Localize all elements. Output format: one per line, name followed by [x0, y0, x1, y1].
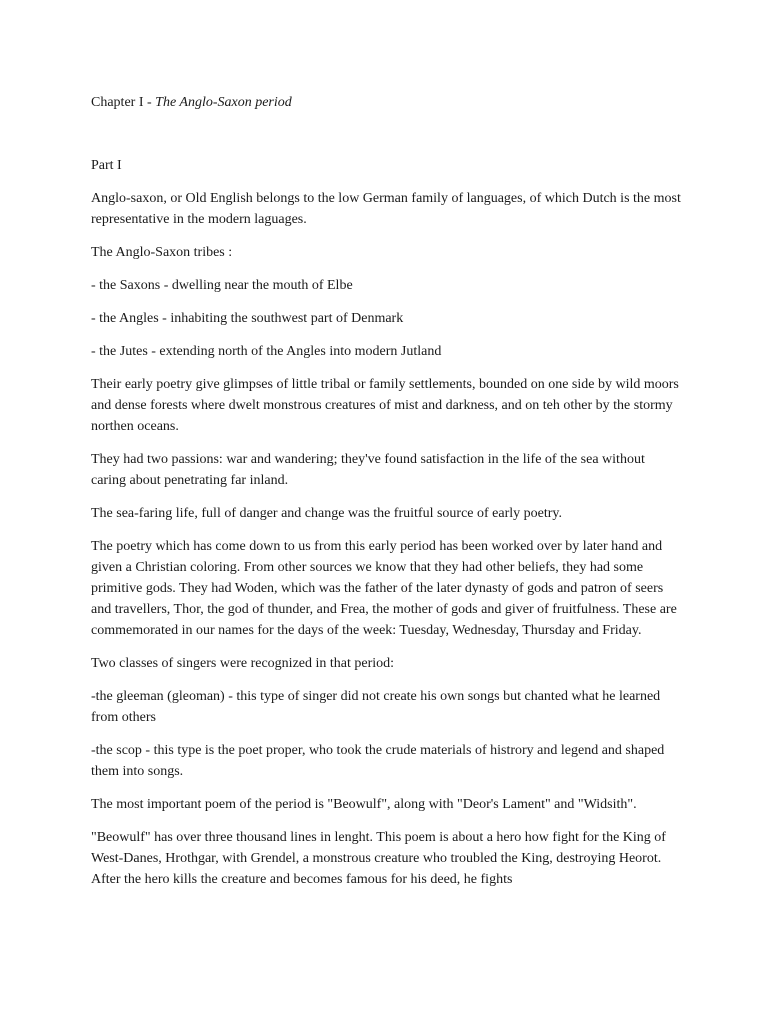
paragraph-tribe-angles: - the Angles - inhabiting the southwest part of Denmark: [91, 311, 404, 326]
paragraph-early-poetry: Their early poetry give glimpses of little tribal or family settlements, bounded on one side by wild moors and dense forests where dwelt monstrous creatures of mist and darkness, and on teh other by the stormy northen oceans.: [91, 377, 679, 434]
part-heading: Part I: [91, 158, 122, 173]
paragraph-sea-faring: The sea-faring life, full of danger and change was the fruitful source of early poetry.: [91, 506, 563, 521]
paragraph-gleeman: -the gleeman (gleoman) - this type of singer did not create his own songs but chanted what he learned from others: [91, 689, 661, 725]
paragraph-beowulf: "Beowulf" has over three thousand lines in lenght. This poem is about a hero how fight for the King of West-Danes, Hrothgar, with Grendel, a monstrous creature who troubled the King, destroying Heorot. After the hero kills the creature and becomes famous for his deed, he fights: [91, 830, 666, 887]
chapter-heading: [91, 92, 681, 113]
chapter-prefix: Chapter I -: [91, 95, 156, 110]
paragraph-tribe-jutes: - the Jutes - extending north of the Angles into modern Jutland: [91, 344, 442, 359]
paragraph-intro: Anglo-saxon, or Old English belongs to the low German family of languages, of which Dutch is the most representative in the modern laguages.: [91, 191, 681, 227]
chapter-title: The Anglo-Saxon period: [155, 95, 292, 110]
paragraph-scop: -the scop - this type is the poet proper, who took the crude materials of histrory and legend and shaped them into songs.: [91, 743, 665, 779]
paragraph-passions: They had two passions: war and wandering; they've found satisfaction in the life of the sea without caring about penetrating far inland.: [91, 452, 645, 488]
paragraph-gods: The poetry which has come down to us from this early period has been worked over by later hand and given a Christian coloring. From other sources we know that they had other beliefs, they had some primitive gods. They had Woden, which was the father of the later dynasty of gods and patron of seers and travellers, Thor, the god of thunder, and Frea, the mother of gods and giver of fruitfulness. These are commemorated in our names for the days of the week: Tuesday, Wednesday, Thursday and Friday.: [91, 539, 677, 638]
paragraph-singers-heading: Two classes of singers were recognized in that period:: [91, 656, 395, 671]
paragraph-tribe-saxons: - the Saxons - dwelling near the mouth of Elbe: [91, 278, 353, 293]
paragraph-important-poems: The most important poem of the period is "Beowulf", along with "Deor's Lament" and "Widsith".: [91, 797, 637, 812]
paragraph-tribes-heading: The Anglo-Saxon tribes :: [91, 245, 233, 260]
document-page: [91, 92, 681, 902]
